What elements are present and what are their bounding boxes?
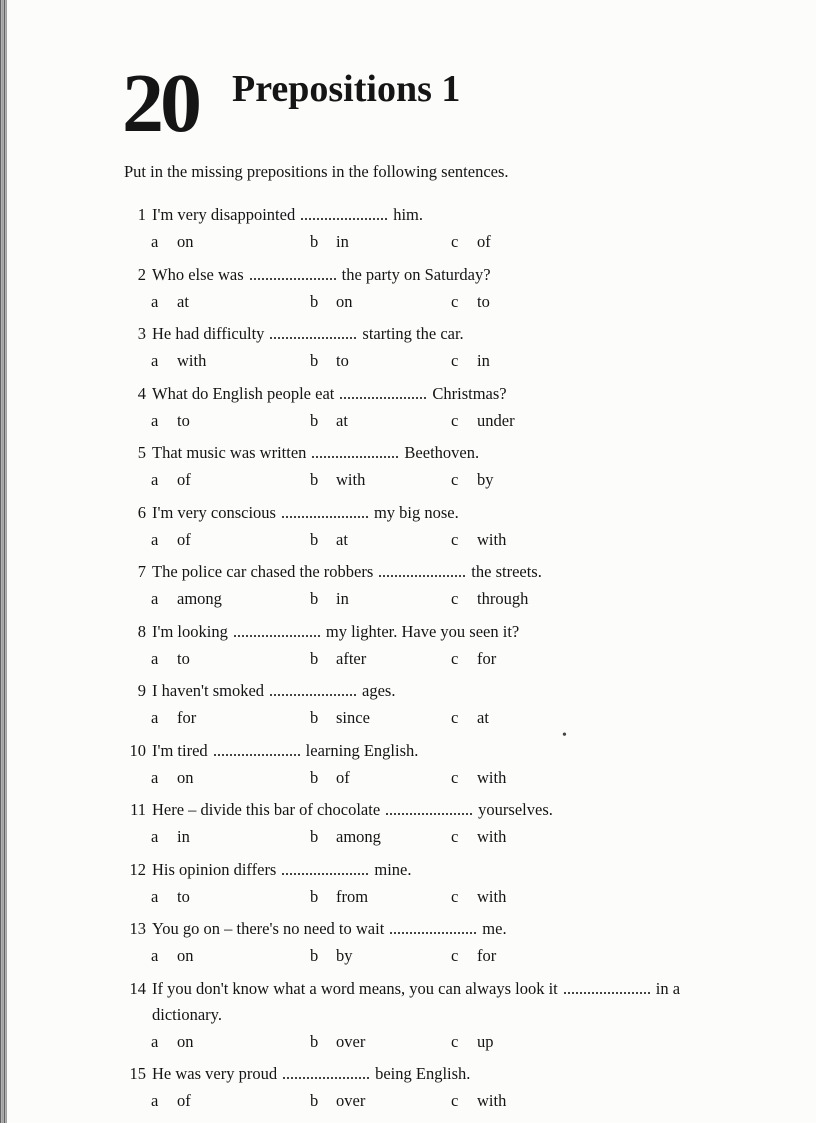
option-word: at bbox=[336, 410, 348, 430]
question-sentence bbox=[152, 918, 507, 940]
question-line bbox=[0, 918, 816, 944]
option-word: for bbox=[477, 648, 497, 668]
option-letter: c bbox=[451, 1091, 459, 1110]
answer-options bbox=[0, 409, 816, 436]
answer-option[interactable] bbox=[310, 706, 370, 730]
option-letter: c bbox=[451, 470, 459, 489]
question-line bbox=[0, 383, 816, 409]
sentence-after-blank: Christmas? bbox=[432, 383, 507, 403]
option-word: over bbox=[336, 1091, 366, 1110]
option-letter: a bbox=[151, 291, 159, 311]
answer-option[interactable] bbox=[151, 647, 190, 671]
question-number: 6 bbox=[137, 502, 146, 522]
answer-option[interactable] bbox=[451, 647, 496, 671]
option-letter: a bbox=[151, 708, 159, 727]
option-word: in bbox=[336, 232, 349, 251]
sentence-before-blank: I'm very disappointed bbox=[152, 205, 296, 224]
answer-option[interactable] bbox=[451, 1089, 506, 1113]
answer-option[interactable] bbox=[451, 468, 494, 492]
option-letter: c bbox=[451, 1031, 459, 1051]
question-sentence bbox=[152, 442, 479, 464]
answer-options bbox=[0, 825, 816, 852]
sentence-continuation: dictionary. bbox=[152, 1004, 222, 1024]
answer-blank[interactable] bbox=[270, 325, 356, 339]
option-letter: c bbox=[451, 291, 459, 311]
question-number: 11 bbox=[130, 800, 146, 819]
option-letter: c bbox=[451, 708, 459, 727]
option-word: of bbox=[477, 232, 491, 251]
sentence-after-blank: mine. bbox=[374, 859, 412, 879]
answer-blank[interactable] bbox=[379, 563, 465, 577]
answer-option[interactable] bbox=[310, 647, 366, 671]
option-letter: a bbox=[151, 946, 159, 965]
sentence-before-blank: What do English people eat bbox=[152, 383, 335, 403]
answer-options bbox=[0, 290, 816, 317]
question-sentence bbox=[152, 1063, 470, 1085]
answer-option[interactable] bbox=[310, 528, 348, 552]
chapter-number: 20 bbox=[122, 57, 198, 150]
sentence-after-blank: being English. bbox=[375, 1064, 471, 1083]
question-line bbox=[0, 799, 816, 825]
option-letter: c bbox=[451, 648, 459, 668]
option-word: among bbox=[336, 827, 381, 846]
answer-option[interactable] bbox=[310, 349, 349, 373]
answer-blank[interactable] bbox=[270, 682, 356, 696]
option-word: with bbox=[477, 1091, 507, 1110]
option-letter: b bbox=[310, 648, 319, 668]
question-sentence bbox=[152, 264, 491, 286]
answer-option[interactable] bbox=[451, 230, 491, 254]
question-item bbox=[0, 502, 816, 555]
answer-option[interactable] bbox=[151, 944, 194, 968]
answer-option[interactable] bbox=[310, 944, 353, 968]
option-letter: a bbox=[151, 529, 159, 549]
option-word: by bbox=[336, 946, 353, 965]
answer-options bbox=[0, 528, 816, 555]
option-word: to bbox=[477, 291, 490, 311]
option-word: at bbox=[177, 291, 189, 311]
option-letter: c bbox=[451, 232, 459, 251]
question-sentence bbox=[152, 740, 418, 762]
option-word: to bbox=[177, 648, 190, 668]
sentence-after-blank: in a bbox=[655, 978, 681, 998]
option-word: of bbox=[177, 529, 191, 549]
question-item bbox=[0, 561, 816, 614]
answer-blank[interactable] bbox=[234, 623, 320, 637]
option-letter: a bbox=[151, 470, 159, 489]
question-line bbox=[0, 323, 816, 349]
sentence-after-blank: Beethoven. bbox=[404, 443, 480, 462]
option-letter: c bbox=[451, 827, 459, 846]
sentence-after-blank: my lighter. Have you seen it? bbox=[325, 621, 520, 641]
instruction-text: Put in the missing prepositions in the following sentences. bbox=[124, 162, 509, 181]
option-letter: a bbox=[151, 886, 159, 906]
option-letter: a bbox=[151, 589, 159, 608]
sentence-before-blank: I'm tired bbox=[152, 740, 208, 760]
answer-blank[interactable] bbox=[564, 980, 650, 994]
answer-option[interactable] bbox=[151, 230, 194, 254]
question-line bbox=[0, 561, 816, 587]
option-letter: a bbox=[151, 1031, 159, 1051]
question-line bbox=[0, 502, 816, 528]
option-letter: c bbox=[451, 351, 459, 370]
option-letter: b bbox=[310, 1091, 319, 1110]
question-sentence bbox=[152, 799, 553, 821]
answer-option[interactable] bbox=[151, 409, 190, 433]
question-item bbox=[0, 918, 816, 971]
option-word: after bbox=[336, 648, 367, 668]
question-line bbox=[0, 859, 816, 885]
sentence-after-blank: ages. bbox=[362, 681, 396, 700]
question-sentence bbox=[152, 680, 395, 702]
question-number: 2 bbox=[137, 264, 146, 284]
answer-option[interactable] bbox=[451, 885, 506, 909]
question-item bbox=[0, 621, 816, 674]
sentence-before-blank: That music was written bbox=[152, 443, 307, 462]
answer-option[interactable] bbox=[310, 290, 353, 314]
question-line bbox=[0, 264, 816, 290]
answer-option[interactable] bbox=[310, 409, 348, 433]
question-sentence bbox=[152, 561, 542, 583]
question-line bbox=[0, 978, 816, 1004]
answer-option[interactable] bbox=[310, 1089, 365, 1113]
question-item bbox=[0, 859, 816, 912]
option-word: in bbox=[477, 351, 490, 370]
option-word: with bbox=[477, 767, 507, 787]
answer-option[interactable] bbox=[310, 885, 368, 909]
option-letter: b bbox=[310, 886, 319, 906]
option-word: to bbox=[177, 886, 190, 906]
option-word: under bbox=[477, 410, 515, 430]
option-word: with bbox=[477, 827, 507, 846]
option-word: in bbox=[336, 589, 349, 608]
answer-blank[interactable] bbox=[214, 742, 300, 756]
option-letter: c bbox=[451, 410, 459, 430]
answer-option[interactable] bbox=[451, 766, 506, 790]
sentence-after-blank: the party on Saturday? bbox=[341, 264, 491, 284]
option-letter: c bbox=[451, 886, 459, 906]
option-word: with bbox=[336, 470, 366, 489]
print-speck: • bbox=[562, 728, 567, 743]
question-item bbox=[0, 1063, 816, 1116]
option-letter: b bbox=[310, 767, 319, 787]
answer-option[interactable] bbox=[151, 766, 194, 790]
answer-blank[interactable] bbox=[340, 385, 426, 399]
answer-option[interactable] bbox=[310, 766, 350, 790]
option-word: for bbox=[477, 946, 497, 965]
question-sentence bbox=[152, 502, 459, 524]
question-item bbox=[0, 204, 816, 257]
answer-blank[interactable] bbox=[301, 206, 387, 220]
sentence-before-blank: He was very proud bbox=[152, 1064, 278, 1083]
option-word: in bbox=[177, 827, 190, 846]
answer-options bbox=[0, 766, 816, 793]
option-word: to bbox=[177, 410, 190, 430]
option-word: by bbox=[477, 470, 494, 489]
question-item bbox=[0, 680, 816, 733]
question-number: 14 bbox=[129, 978, 146, 998]
question-sentence bbox=[152, 859, 411, 881]
answer-blank[interactable] bbox=[386, 801, 472, 815]
answer-options bbox=[0, 1089, 816, 1116]
answer-options bbox=[0, 468, 816, 495]
answer-blank[interactable] bbox=[250, 266, 336, 280]
question-number: 1 bbox=[137, 205, 146, 224]
option-letter: b bbox=[310, 589, 319, 608]
question-line bbox=[0, 680, 816, 706]
answer-options bbox=[0, 1030, 816, 1057]
answer-option[interactable] bbox=[151, 528, 191, 552]
option-word: on bbox=[177, 767, 194, 787]
sentence-before-blank: Here – divide this bar of chocolate bbox=[152, 800, 381, 819]
option-letter: a bbox=[151, 351, 159, 370]
option-letter: c bbox=[451, 946, 459, 965]
option-letter: a bbox=[151, 648, 159, 668]
answer-blank[interactable] bbox=[282, 861, 368, 875]
question-list bbox=[0, 204, 816, 1123]
answer-option[interactable] bbox=[451, 706, 489, 730]
answer-option[interactable] bbox=[151, 587, 222, 611]
answer-option[interactable] bbox=[451, 290, 490, 314]
question-number: 10 bbox=[129, 740, 146, 760]
question-line bbox=[0, 740, 816, 766]
answer-option[interactable] bbox=[151, 1030, 194, 1054]
question-number: 4 bbox=[137, 383, 146, 403]
question-number: 5 bbox=[137, 443, 146, 462]
question-sentence bbox=[152, 621, 519, 643]
answer-option[interactable] bbox=[451, 349, 490, 373]
answer-option[interactable] bbox=[451, 944, 496, 968]
sentence-before-blank: Who else was bbox=[152, 264, 244, 284]
option-letter: c bbox=[451, 529, 459, 549]
answer-option[interactable] bbox=[310, 1030, 365, 1054]
question-line bbox=[0, 442, 816, 468]
sentence-after-blank: learning English. bbox=[305, 740, 419, 760]
answer-option[interactable] bbox=[310, 468, 365, 492]
answer-blank[interactable] bbox=[283, 1065, 369, 1079]
answer-options bbox=[0, 944, 816, 971]
option-letter: b bbox=[310, 708, 319, 727]
question-item bbox=[0, 264, 816, 317]
answer-option[interactable] bbox=[310, 230, 349, 254]
answer-option[interactable] bbox=[151, 290, 189, 314]
option-letter: b bbox=[310, 946, 319, 965]
option-word: from bbox=[336, 886, 369, 906]
option-letter: b bbox=[310, 827, 319, 846]
answer-blank[interactable] bbox=[312, 444, 398, 458]
question-item bbox=[0, 799, 816, 852]
answer-options bbox=[0, 349, 816, 376]
question-number: 12 bbox=[129, 859, 146, 879]
option-word: of bbox=[336, 767, 350, 787]
question-number: 7 bbox=[137, 562, 146, 581]
option-word: on bbox=[177, 946, 194, 965]
question-sentence bbox=[152, 383, 507, 405]
answer-option[interactable] bbox=[451, 825, 506, 849]
sentence-after-blank: me. bbox=[482, 919, 507, 938]
sentence-before-blank: I'm looking bbox=[152, 621, 228, 641]
question-sentence bbox=[152, 323, 464, 345]
sentence-before-blank: I haven't smoked bbox=[152, 681, 265, 700]
option-letter: b bbox=[310, 291, 319, 311]
question-line bbox=[0, 621, 816, 647]
option-word: at bbox=[336, 529, 348, 549]
question-number: 9 bbox=[137, 681, 146, 700]
sentence-before-blank: He had difficulty bbox=[152, 324, 265, 343]
option-letter: b bbox=[310, 232, 319, 251]
answer-option[interactable] bbox=[451, 587, 528, 611]
answer-options bbox=[0, 587, 816, 614]
option-letter: a bbox=[151, 232, 159, 251]
sentence-before-blank: You go on – there's no need to wait bbox=[152, 919, 385, 938]
option-word: among bbox=[177, 589, 222, 608]
answer-option[interactable] bbox=[151, 706, 196, 730]
option-word: with bbox=[177, 351, 207, 370]
sentence-after-blank: him. bbox=[393, 205, 423, 224]
chapter-title: Prepositions 1 bbox=[232, 68, 461, 110]
option-letter: b bbox=[310, 410, 319, 430]
sentence-after-blank: the streets. bbox=[471, 562, 542, 581]
question-line bbox=[0, 1063, 816, 1089]
sentence-after-blank: yourselves. bbox=[478, 800, 553, 819]
option-letter: b bbox=[310, 470, 319, 489]
question-item bbox=[0, 978, 816, 1057]
answer-option[interactable] bbox=[151, 1089, 191, 1113]
question-number: 15 bbox=[129, 1064, 146, 1083]
option-word: on bbox=[336, 291, 353, 311]
answer-blank[interactable] bbox=[390, 920, 476, 934]
option-word: on bbox=[177, 1031, 194, 1051]
sentence-before-blank: If you don't know what a word means, you can always look it bbox=[152, 978, 558, 998]
option-letter: a bbox=[151, 1091, 159, 1110]
option-word: to bbox=[336, 351, 349, 370]
option-letter: c bbox=[451, 589, 459, 608]
option-word: with bbox=[477, 529, 507, 549]
answer-option[interactable] bbox=[451, 528, 506, 552]
sentence-before-blank: I'm very conscious bbox=[152, 502, 276, 522]
option-word: for bbox=[177, 708, 197, 727]
option-word: on bbox=[177, 232, 194, 251]
answer-option[interactable] bbox=[310, 587, 349, 611]
option-word: since bbox=[336, 708, 370, 727]
question-number: 13 bbox=[129, 919, 146, 938]
question-number: 8 bbox=[137, 621, 146, 641]
question-item bbox=[0, 740, 816, 793]
sentence-after-blank: my big nose. bbox=[373, 502, 459, 522]
option-word: of bbox=[177, 1091, 191, 1110]
question-sentence bbox=[152, 978, 680, 1000]
option-letter: b bbox=[310, 1031, 319, 1051]
question-sentence bbox=[152, 204, 423, 226]
question-line-continuation bbox=[0, 1004, 816, 1030]
answer-option[interactable] bbox=[151, 825, 190, 849]
sentence-before-blank: His opinion differs bbox=[152, 859, 277, 879]
answer-options bbox=[0, 706, 816, 733]
option-letter: a bbox=[151, 767, 159, 787]
question-number: 3 bbox=[137, 324, 146, 343]
question-item bbox=[0, 383, 816, 436]
option-word: with bbox=[477, 886, 507, 906]
answer-option[interactable] bbox=[451, 409, 515, 433]
option-letter: a bbox=[151, 410, 159, 430]
answer-options bbox=[0, 647, 816, 674]
answer-blank[interactable] bbox=[282, 504, 368, 518]
option-letter: b bbox=[310, 351, 319, 370]
question-item bbox=[0, 323, 816, 376]
question-line bbox=[0, 204, 816, 230]
option-word: through bbox=[477, 589, 529, 608]
answer-option[interactable] bbox=[151, 885, 190, 909]
option-word: of bbox=[177, 470, 191, 489]
option-letter: a bbox=[151, 827, 159, 846]
answer-option[interactable] bbox=[151, 468, 191, 492]
answer-options bbox=[0, 230, 816, 257]
option-word: up bbox=[477, 1031, 494, 1051]
answer-option[interactable] bbox=[151, 349, 206, 373]
answer-option[interactable] bbox=[451, 1030, 494, 1054]
sentence-after-blank: starting the car. bbox=[362, 324, 464, 343]
option-word: over bbox=[336, 1031, 366, 1051]
answer-option[interactable] bbox=[310, 825, 381, 849]
answer-options bbox=[0, 885, 816, 912]
option-letter: b bbox=[310, 529, 319, 549]
option-letter: c bbox=[451, 767, 459, 787]
option-word: at bbox=[477, 708, 489, 727]
sentence-before-blank: The police car chased the robbers bbox=[152, 562, 374, 581]
question-item bbox=[0, 442, 816, 495]
